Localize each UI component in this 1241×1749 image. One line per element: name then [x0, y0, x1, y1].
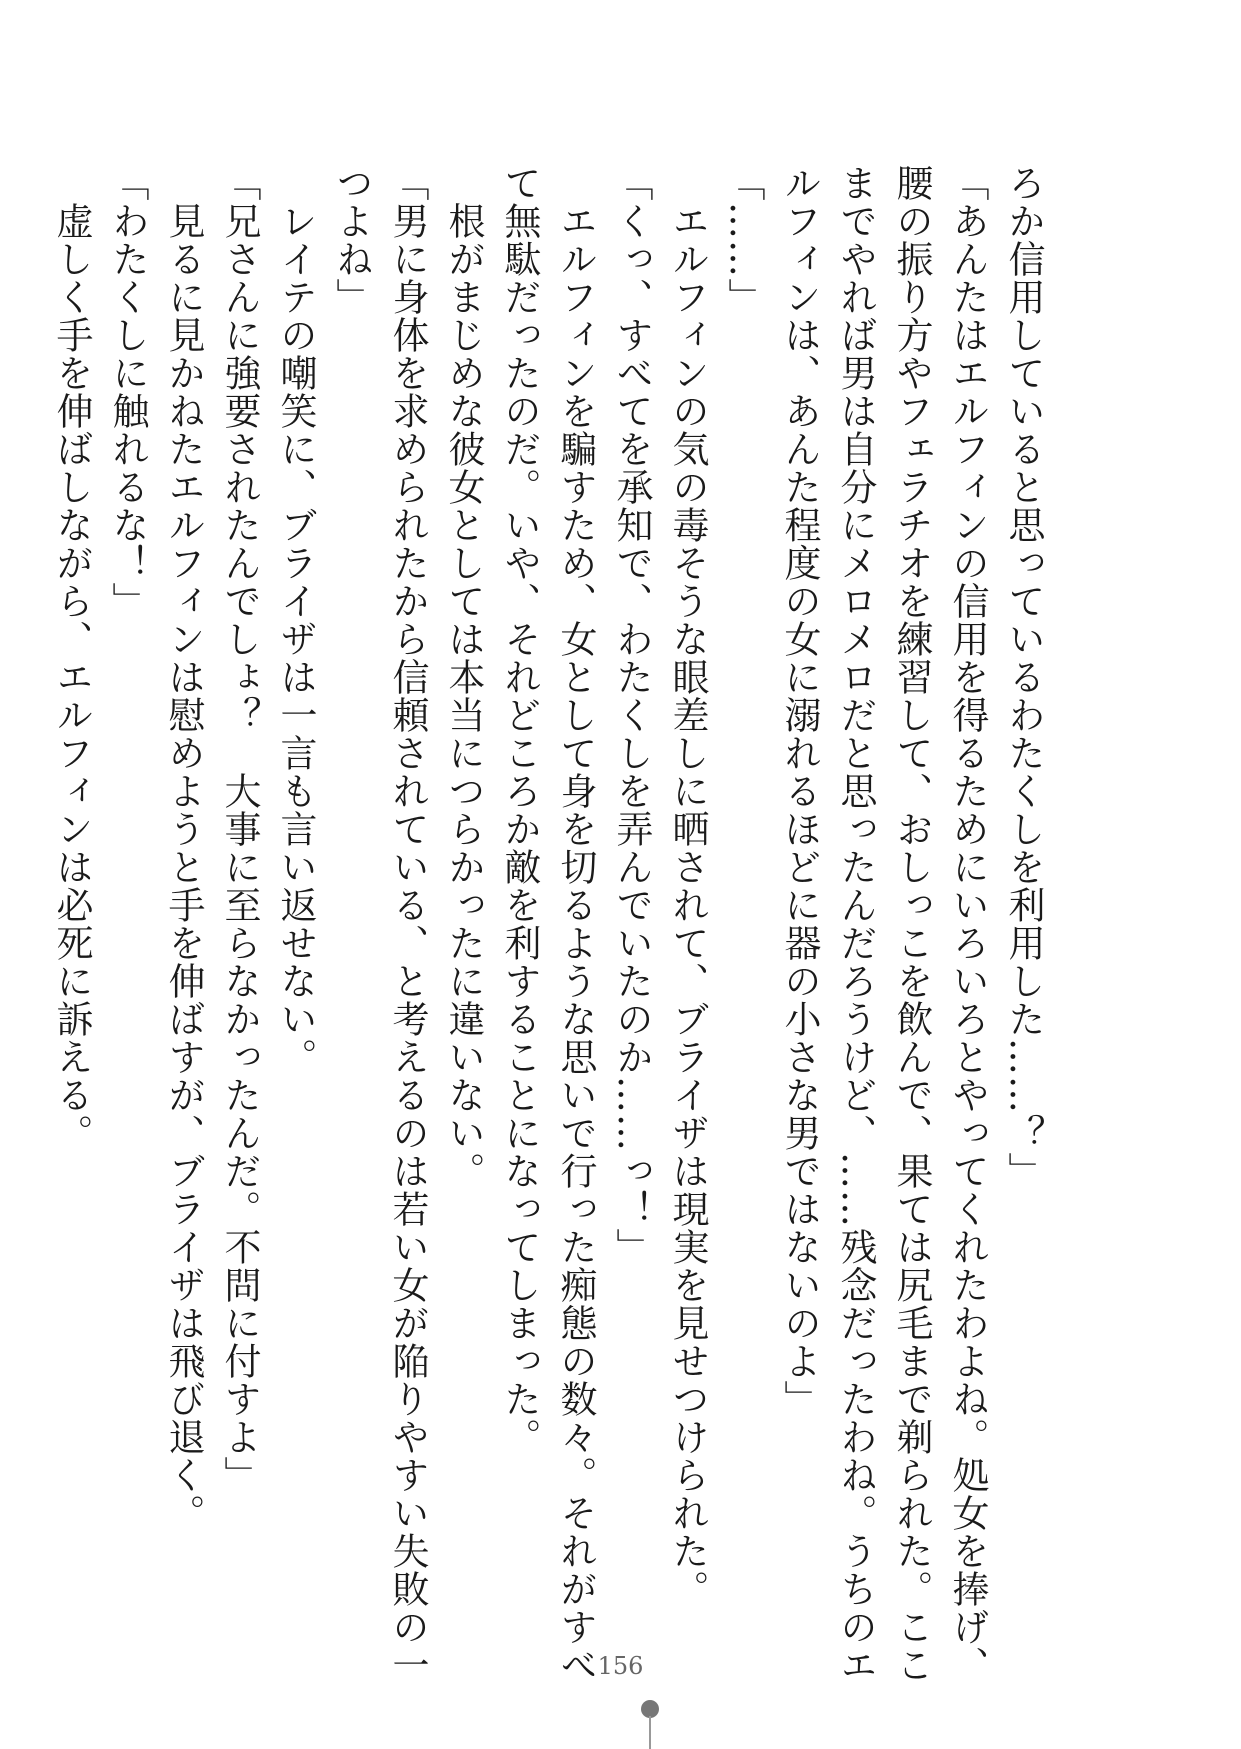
text-line: て無駄だったのだ。いや、それどころか敵を利することになってしまった。 — [498, 164, 541, 1456]
text-line: エルフィンの気の毒そうな眼差しに晒されて、ブライザは現実を見せつけられた。 — [666, 164, 709, 1608]
text-line: 虚しく手を伸ばしながら、エルフィンは必死に訴える。 — [50, 164, 93, 1152]
page-marker-line — [649, 1716, 651, 1749]
text-line: 「あんたはエルフィンの信用を得るためにいろいろとやってくれたわよね。処女を捧げ、 — [946, 164, 989, 1684]
text-line: ルフィンは、あんた程度の女に溺れるほどに器の小さな男ではないのよ」 — [778, 164, 821, 1418]
page-number: 156 — [597, 1652, 644, 1680]
text-line: 見るに見かねたエルフィンは慰めようと手を伸ばすが、ブライザは飛び退く。 — [162, 164, 205, 1532]
text-line: つよね」 — [330, 164, 373, 316]
text-line: 「くっ、すべてを承知で、わたくしを弄んでいたのか……っ！」 — [610, 164, 653, 1266]
text-line: 根がまじめな彼女としては本当につらかったに違いない。 — [442, 164, 485, 1190]
text-line: 「……」 — [722, 164, 765, 316]
text-line: 「兄さんに強要されたんでしょ？ 大事に至らなかったんだ。不問に付すよ」 — [218, 164, 261, 1494]
text-line: 「男に身体を求められたから信頼されている、と考えるのは若い女が陥りやすい失敗の一 — [386, 164, 429, 1684]
text-line: ろか信用していると思っているわたくしを利用した……？」 — [1002, 164, 1045, 1190]
text-line: までやれば男は自分にメロメロだと思ったんだろうけど、……残念だったわね。うちのエ — [834, 164, 877, 1684]
text-line: 腰の振り方やフェラチオを練習して、おしっこを飲んで、果ては尻毛まで剃られた。ここ — [890, 164, 933, 1684]
text-line: エルフィンを騙すため、女として身を切るような思いで行った痴態の数々。それがすべ — [554, 164, 597, 1684]
text-line: レイテの嘲笑に、ブライザは一言も言い返せない。 — [274, 164, 317, 1076]
text-line: 「わたくしに触れるな！」 — [106, 164, 149, 620]
